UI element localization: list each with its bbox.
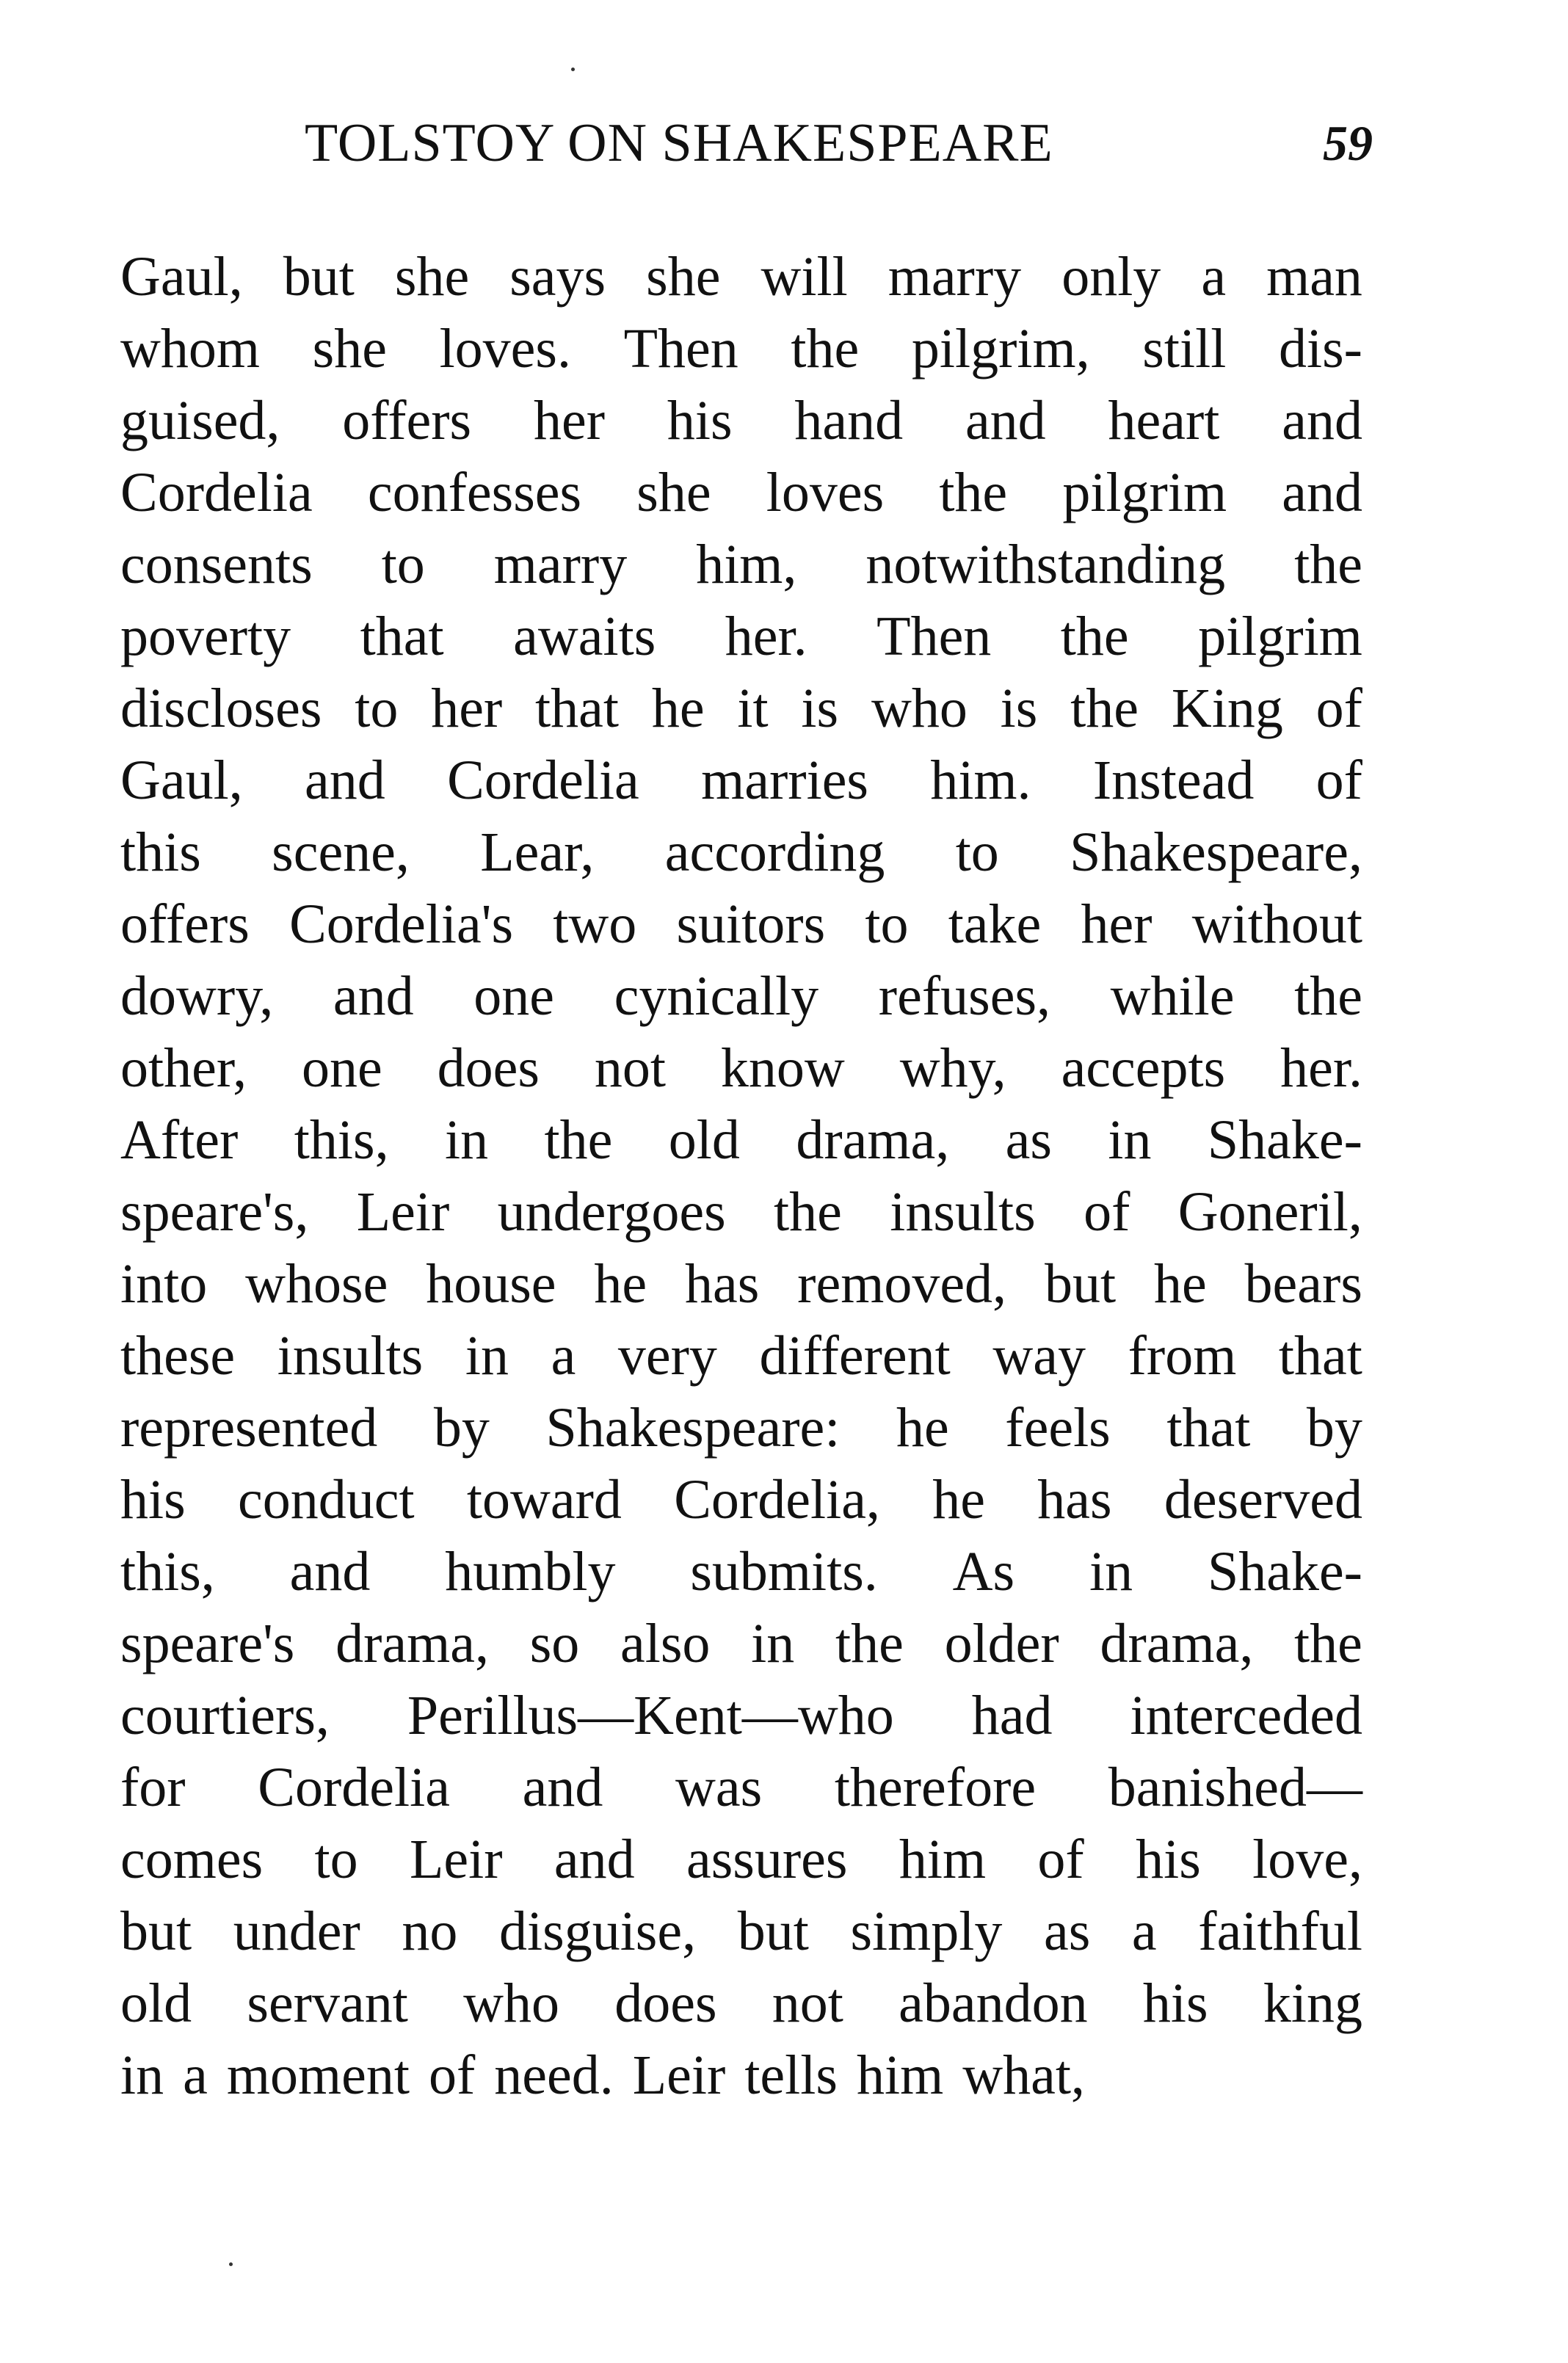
word: one <box>473 965 554 1027</box>
word: assures <box>686 1829 848 1890</box>
word: confesses <box>367 462 582 523</box>
word: Gaul, <box>120 246 243 308</box>
word: tells <box>744 2044 838 2106</box>
word: this <box>120 821 201 883</box>
text-line <box>120 313 1362 385</box>
word: that <box>535 678 620 739</box>
word: take <box>948 893 1042 955</box>
word: her <box>1081 893 1153 955</box>
word: it <box>737 678 769 739</box>
text-line <box>120 744 1362 816</box>
word: Lear, <box>480 821 595 883</box>
word: hand <box>794 390 904 451</box>
word: him, <box>696 534 797 595</box>
word: older <box>944 1613 1059 1674</box>
word: but <box>120 1901 192 1962</box>
word: in <box>1108 1109 1152 1171</box>
word: and <box>553 1829 635 1890</box>
word: speare's <box>120 1613 295 1674</box>
word: by <box>433 1397 490 1459</box>
word: that <box>1278 1325 1362 1387</box>
word: Cordelia's <box>289 893 514 955</box>
text-line <box>120 1464 1362 1536</box>
word: he <box>651 678 705 739</box>
word: After <box>120 1109 239 1171</box>
word: the <box>1294 534 1362 595</box>
word: the <box>1070 678 1139 739</box>
body-text <box>120 241 1362 2111</box>
word: these <box>120 1325 236 1387</box>
word: Shakespeare: <box>545 1397 841 1459</box>
word: very <box>617 1325 717 1387</box>
word: scene, <box>272 821 410 883</box>
word: dis- <box>1278 318 1362 380</box>
word: for <box>120 1757 186 1818</box>
word: Then <box>623 318 738 380</box>
word: Leir <box>632 2044 726 2106</box>
word: he <box>932 1469 985 1531</box>
text-line <box>120 1536 1362 1608</box>
word: whom <box>120 318 260 380</box>
word: interceded <box>1130 1685 1362 1746</box>
word: a <box>1201 246 1227 308</box>
text-line <box>120 529 1362 600</box>
text-line <box>120 672 1362 744</box>
text-line <box>120 385 1362 457</box>
word: her <box>431 678 503 739</box>
print-speck <box>571 68 575 71</box>
text-line <box>120 1104 1362 1176</box>
word: and <box>965 390 1046 451</box>
word: abandon <box>899 1972 1088 2034</box>
word: in <box>1089 1541 1133 1602</box>
text-line <box>120 1895 1362 1967</box>
word: but <box>737 1901 809 1962</box>
word: under <box>233 1901 360 1962</box>
word: according <box>664 821 885 883</box>
word: banished— <box>1108 1757 1362 1818</box>
word: his <box>1142 1972 1208 2034</box>
word: Then <box>876 606 992 667</box>
word: old <box>120 1972 192 2034</box>
word: King <box>1171 678 1283 739</box>
word: has <box>684 1253 760 1315</box>
word: what, <box>962 2044 1085 2106</box>
word: man <box>1266 246 1362 308</box>
word: marries <box>701 749 868 811</box>
word: is <box>1000 678 1038 739</box>
word: who <box>463 1972 559 2034</box>
word: he <box>896 1397 949 1459</box>
word: does <box>437 1037 540 1099</box>
page-number: 59 <box>1323 115 1373 171</box>
word: servant <box>247 1972 408 2034</box>
word: loves. <box>439 318 571 380</box>
word: this, <box>120 1541 215 1602</box>
word: way <box>992 1325 1086 1387</box>
word: as <box>1044 1901 1091 1962</box>
word: love, <box>1252 1829 1362 1890</box>
word: Cordelia <box>258 1757 450 1818</box>
word: Shakespeare, <box>1070 821 1362 883</box>
text-line <box>120 1176 1362 1248</box>
word: one <box>302 1037 382 1099</box>
text-line <box>120 2039 1362 2111</box>
word: courtiers, <box>120 1685 330 1746</box>
word: old <box>668 1109 740 1171</box>
text-line <box>120 1752 1362 1823</box>
word: moment <box>226 2044 410 2106</box>
word: in <box>120 2044 164 2106</box>
word: two <box>553 893 637 955</box>
text-line <box>120 241 1362 313</box>
word: so <box>529 1613 580 1674</box>
word: the <box>835 1613 904 1674</box>
word: he <box>594 1253 647 1315</box>
word: she <box>636 462 711 523</box>
word: Instead <box>1092 749 1255 811</box>
word: humbly <box>445 1541 616 1602</box>
word: Shake- <box>1207 1109 1362 1171</box>
word: she <box>394 246 470 308</box>
word: the <box>791 318 860 380</box>
word: the <box>1294 965 1362 1027</box>
word: discloses <box>120 678 322 739</box>
word: disguise, <box>499 1901 697 1962</box>
word: faithful <box>1198 1901 1362 1962</box>
word: know <box>720 1037 845 1099</box>
word: insults <box>890 1181 1036 1243</box>
word: Leir <box>409 1829 503 1890</box>
word: her. <box>1280 1037 1362 1099</box>
word: accepts <box>1061 1037 1226 1099</box>
word: bears <box>1244 1253 1362 1315</box>
word: a <box>551 1325 576 1387</box>
word: whose <box>245 1253 388 1315</box>
word: a <box>1131 1901 1157 1962</box>
word: she <box>646 246 721 308</box>
text-line <box>120 457 1362 529</box>
word: of <box>1315 749 1362 811</box>
word: different <box>759 1325 951 1387</box>
word: other, <box>120 1037 247 1099</box>
word: without <box>1191 893 1362 955</box>
running-head <box>117 110 1373 176</box>
word: of <box>1084 1181 1130 1243</box>
word: why, <box>899 1037 1006 1099</box>
word: that <box>360 606 444 667</box>
word: the <box>1060 606 1129 667</box>
word: him <box>899 1829 987 1890</box>
word: guised, <box>120 390 280 451</box>
word: the <box>544 1109 613 1171</box>
word: the <box>939 462 1008 523</box>
word: of <box>428 2044 476 2106</box>
word: says <box>509 246 606 308</box>
word: will <box>761 246 848 308</box>
word: has <box>1037 1469 1112 1531</box>
word: and <box>1282 390 1362 451</box>
word: to <box>955 821 999 883</box>
word: and <box>333 965 414 1027</box>
word: drama, <box>1100 1613 1254 1674</box>
word: refuses, <box>878 965 1051 1027</box>
word: therefore <box>834 1757 1037 1818</box>
word: Cordelia <box>120 462 313 523</box>
print-speck <box>229 2262 233 2266</box>
word: the <box>774 1181 842 1243</box>
word: also <box>620 1613 711 1674</box>
text-line <box>120 1608 1362 1680</box>
word: offers <box>120 893 250 955</box>
word: represented <box>120 1397 378 1459</box>
word: by <box>1306 1397 1362 1459</box>
text-line <box>120 600 1362 672</box>
word: pilgrim <box>1198 606 1362 667</box>
word: while <box>1110 965 1235 1027</box>
word: Shake- <box>1207 1541 1362 1602</box>
word: was <box>675 1757 763 1818</box>
word: his <box>667 390 733 451</box>
word: her. <box>725 606 807 667</box>
word: had <box>971 1685 1053 1746</box>
word: does <box>614 1972 717 2034</box>
word: in <box>444 1109 489 1171</box>
word: from <box>1128 1325 1237 1387</box>
word: not <box>594 1037 667 1099</box>
word: toward <box>466 1469 622 1531</box>
word: insults <box>277 1325 424 1387</box>
word: notwithstanding <box>865 534 1226 595</box>
word: but <box>283 246 355 308</box>
word: poverty <box>120 606 291 667</box>
word: awaits <box>513 606 656 667</box>
word: the <box>1294 1613 1362 1674</box>
text-line <box>120 1680 1362 1752</box>
word: drama, <box>796 1109 950 1171</box>
word: dowry, <box>120 965 274 1027</box>
word: comes <box>120 1829 264 1890</box>
text-line <box>120 888 1362 960</box>
word: no <box>402 1901 458 1962</box>
word: in <box>465 1325 509 1387</box>
word: deserved <box>1164 1469 1362 1531</box>
word: she <box>312 318 387 380</box>
running-title: TOLSTOY ON SHAKESPEARE <box>305 113 1053 173</box>
word: marry <box>493 534 628 595</box>
word: this, <box>294 1109 389 1171</box>
word: of <box>1037 1829 1084 1890</box>
word: Leir <box>356 1181 450 1243</box>
word: consents <box>120 534 313 595</box>
word: still <box>1142 318 1227 380</box>
word: that <box>1166 1397 1251 1459</box>
word: his <box>1136 1829 1201 1890</box>
text-line <box>120 1823 1362 1895</box>
word: feels <box>1005 1397 1111 1459</box>
word: Goneril, <box>1177 1181 1362 1243</box>
word: his <box>120 1469 186 1531</box>
word: and <box>305 749 385 811</box>
word: only <box>1061 246 1161 308</box>
word: and <box>522 1757 603 1818</box>
word: Cordelia <box>447 749 639 811</box>
word: need. <box>494 2044 614 2106</box>
word: Cordelia, <box>674 1469 880 1531</box>
word: marry <box>888 246 1022 308</box>
word: to <box>381 534 425 595</box>
word: heart <box>1108 390 1220 451</box>
word: to <box>355 678 399 739</box>
word: pilgrim, <box>911 318 1090 380</box>
word: into <box>120 1253 208 1315</box>
word: simply <box>850 1901 1003 1962</box>
word: to <box>314 1829 358 1890</box>
word: is <box>801 678 839 739</box>
word: a <box>183 2044 208 2106</box>
text-line <box>120 816 1362 888</box>
word: and <box>289 1541 371 1602</box>
text-line <box>120 1248 1362 1320</box>
word: him <box>856 2044 944 2106</box>
text-line <box>120 1032 1362 1104</box>
word: Perillus—Kent—who <box>407 1685 894 1746</box>
word: submits. <box>690 1541 878 1602</box>
word: drama, <box>335 1613 489 1674</box>
word: he <box>1153 1253 1207 1315</box>
text-line <box>120 1967 1362 2039</box>
word: and <box>1282 462 1362 523</box>
word: Gaul, <box>120 749 243 811</box>
word: her <box>533 390 606 451</box>
word: who <box>871 678 968 739</box>
word: as <box>1005 1109 1052 1171</box>
word: cynically <box>614 965 819 1027</box>
word: to <box>865 893 909 955</box>
word: As <box>952 1541 1015 1602</box>
word: suitors <box>676 893 826 955</box>
word: king <box>1263 1972 1362 2034</box>
word: in <box>751 1613 795 1674</box>
text-line <box>120 960 1362 1032</box>
word: undergoes <box>497 1181 726 1243</box>
word: speare's, <box>120 1181 309 1243</box>
word: house <box>426 1253 556 1315</box>
word: pilgrim <box>1062 462 1227 523</box>
text-line <box>120 1320 1362 1392</box>
word: conduct <box>238 1469 415 1531</box>
word: loves <box>766 462 885 523</box>
word: him. <box>930 749 1031 811</box>
word: of <box>1315 678 1362 739</box>
word: not <box>772 1972 843 2034</box>
word: removed, <box>797 1253 1007 1315</box>
word: offers <box>342 390 472 451</box>
text-line <box>120 1392 1362 1464</box>
word: but <box>1044 1253 1117 1315</box>
